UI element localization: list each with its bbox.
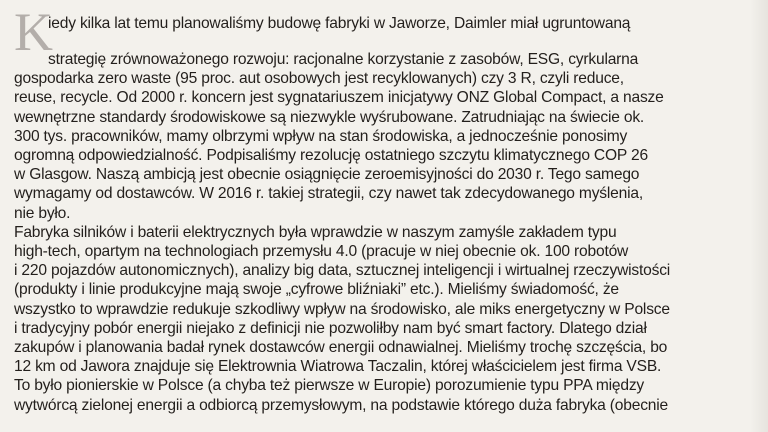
text-line: wewnętrzne standardy środowiskowe są niezwykle wyśrubowane. Zatrudniając na świecie ok. <box>14 108 645 126</box>
text-line: To było pionierskie w Polsce (a chyba też pierwsze w Europie) porozumienie typu PPA między <box>14 377 645 395</box>
drop-cap: K <box>14 14 53 50</box>
text-line: reuse, recycle. Od 2000 r. koncern jest sygnatariuszem inicjatywy ONZ Global Compact, a nasze <box>14 89 664 107</box>
text-line: (produkty i linie produkcyjne mają swoje „cyfrowe bliźniaki” etc.). Mieliśmy świadomość, że <box>14 281 619 299</box>
text-line: iedy kilka lat temu planowaliśmy budowę fabryki w Jaworze, Daimler miał ugruntowaną <box>48 15 631 32</box>
text-line: 300 tys. pracowników, mamy olbrzymi wpływ na stan środowiska, a jednocześnie ponosimy <box>14 127 628 145</box>
text-line: ogromną odpowiedzialność. Podpisaliśmy rezolucję ostatniego szczytu klimatycznego COP 26 <box>14 147 648 165</box>
text-line: w Glasgow. Naszą ambicją jest obecnie osiągnięcie zeroemisyjności do 2030 r. Tego samego <box>14 166 640 184</box>
text-line: nie było. <box>14 204 71 222</box>
text-line: zakupów i planowania badał rynek dostawców energii odnawialnej. Mieliśmy trochę szczęścia, bo <box>14 339 668 357</box>
article-body <box>14 14 732 415</box>
paragraph-first-line <box>14 14 732 50</box>
text-line: wszystko to wprawdzie redukuje szkodliwy wpływ na środowisko, ale miks energetyczny w Polsce <box>14 300 670 318</box>
text-line: Fabryka silników i baterii elektrycznych była wprawdzie w naszym zamyśle zakładem typu <box>14 223 617 241</box>
text-line: i tradycyjny pobór energii niejako z definicji nie pozwoliłby nam być smart factory. Dlatego dział <box>14 319 647 337</box>
text-line: 12 km od Jawora znajduje się Elektrownia Wiatrowa Taczalin, której właścicielem jest firma VSB. <box>14 358 662 376</box>
page-edge-shadow <box>750 0 768 432</box>
text-line: high-tech, opartym na technologiach przemysłu 4.0 (pracuje w niej obecnie ok. 100 robotów <box>14 243 629 261</box>
text-line: wytwórcą zielonej energii a odbiorcą przemysłowym, na podstawie którego duża fabryka (obecnie <box>14 396 669 414</box>
text-line: strategię zrównoważonego rozwoju: racjonalne korzystanie z zasobów, ESG, cyrkularna <box>48 51 639 68</box>
text-line: gospodarka zero waste (95 proc. aut osobowych jest recyklowanych) czy 3 R, czyli reduce, <box>14 70 624 88</box>
text-line: i 220 pojazdów autonomicznych), analizy big data, sztucznej inteligencji i wirtualnej rzeczywistości <box>14 262 671 280</box>
text-line: wymagamy od dostawców. W 2016 r. takiej strategii, czy nawet tak zdecydowanego myślenia, <box>14 185 643 203</box>
